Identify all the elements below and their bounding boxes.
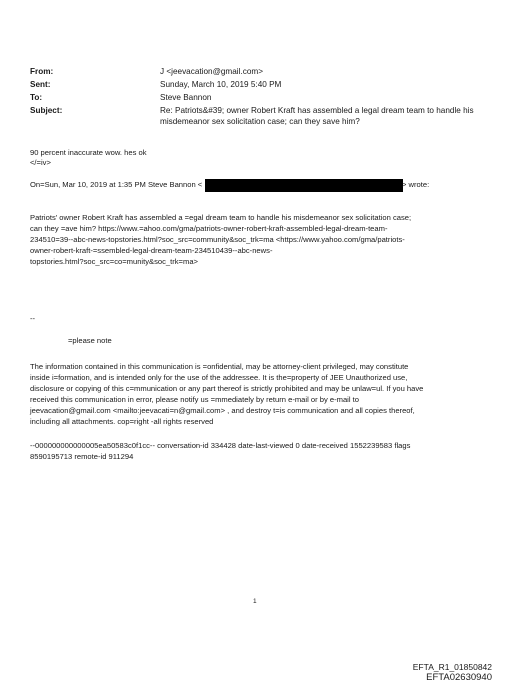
meta-line-1: --000000000000005ea50583c0f1cc-- conversation-id 334428 date-last-viewed 0 date-received 1552239583 flags	[30, 441, 411, 450]
quote-intro-post: > wrote:	[402, 180, 430, 189]
sent-label: Sent:	[30, 80, 51, 89]
subject-line-2: misdemeanor sex solicitation case; can they save him?	[160, 117, 360, 126]
from-value: J <jeevacation@gmail.com>	[160, 67, 263, 76]
separator-dashes: --	[30, 314, 36, 323]
sent-value: Sunday, March 10, 2019 5:40 PM	[160, 80, 282, 89]
please-note: =please note	[68, 336, 112, 345]
disclaimer-line-2: inside i=formation, and is intended only for the use of the addressee. It is the=property of JEE Unauthorized use,	[30, 373, 408, 382]
to-value: Steve Bannon	[160, 93, 212, 102]
quoted-line-2: can they =ave him? https://www.=ahoo.com/gma/patriots-owner-robert-kraft-assembled-legal-dream-team-	[30, 224, 388, 233]
disclaimer-line-3: disclosure or copying of this c=mmunication or any part thereof is strictly prohibited and may be unlaw=ul. If you have	[30, 384, 424, 393]
disclaimer-line-4: received this communication in error, please notify us =mmediately by return e-mail or by e-mail to	[30, 395, 359, 404]
disclaimer-line-5: jeevacation@gmail.com <mailto:jeevacati=n@gmail.com> , and destroy t=is communication and all copies thereof,	[30, 406, 415, 415]
quote-intro-pre: On=Sun, Mar 10, 2019 at 1:35 PM Steve Bannon <	[30, 180, 203, 189]
bates-number-1: EFTA_R1_01850842	[412, 662, 492, 672]
to-label: To:	[30, 93, 43, 102]
email-header	[30, 66, 490, 126]
quoted-line-3: 234510=39--abc-news-topstories.html?soc_src=community&soc_trk=ma <https://www.yahoo.com/gma/patriots-	[30, 235, 405, 244]
subject-label: Subject:	[30, 106, 63, 115]
reply-line-2: </=iv>	[30, 158, 51, 167]
quoted-line-5: topstories.html?soc_src=co=munity&soc_trk=ma>	[30, 257, 198, 266]
from-label: From:	[30, 67, 54, 76]
disclaimer-line-1: The information contained in this communication is =onfidential, may be attorney-client privileged, may constitute	[30, 362, 409, 371]
reply-line-1: 90 percent inaccurate wow. hes ok	[30, 148, 147, 157]
redaction-box	[205, 179, 403, 192]
quoted-line-1: Patriots' owner Robert Kraft has assembled a =egal dream team to handle his misdemeanor sex solicitation case;	[30, 213, 412, 222]
disclaimer-line-6: including all attachments. cop=right -all rights reserved	[30, 417, 214, 426]
page-number: 1	[253, 598, 257, 605]
subject-line-1: Re: Patriots&#39; owner Robert Kraft has assembled a legal dream team to handle his	[160, 106, 474, 115]
bates-number-2: EFTA02630940	[426, 672, 492, 683]
quoted-line-4: owner-robert-kraft-=ssembled-legal-dream-team-234510439--abc-news-	[30, 246, 273, 255]
meta-line-2: 8590195713 remote-id 911294	[30, 452, 134, 461]
